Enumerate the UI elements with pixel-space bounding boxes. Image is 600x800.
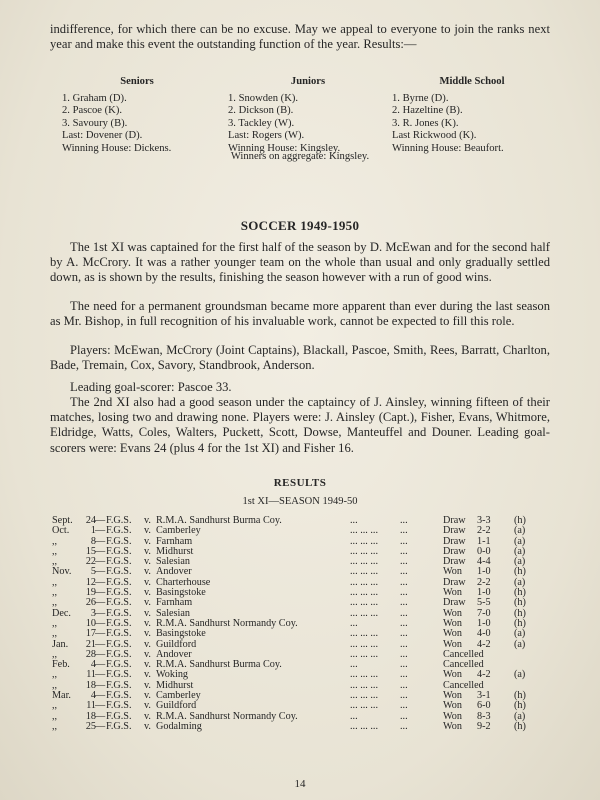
cell-d1: ... ... ... xyxy=(350,628,379,640)
cell-venue: (h) xyxy=(514,515,526,526)
cell-result: Won xyxy=(443,617,462,629)
cell-day: 8 xyxy=(90,535,96,547)
cell-d2: ... xyxy=(400,648,408,660)
cell-month: ,, xyxy=(52,587,58,599)
cell-result: Won xyxy=(443,566,462,578)
cell-score: 7-0 xyxy=(477,607,491,619)
players-paragraph: Players: McEwan, McCrory (Joint Captains), Blackall, Pascoe, Smith, Rees, Barratt, Charlton, Bade, Tremain, Cox, Savory, Standbrook, Anderson. xyxy=(50,343,550,373)
cell-month: ,, xyxy=(52,679,58,691)
cell-venue: (h) xyxy=(514,617,526,629)
dash-separator: — xyxy=(95,576,106,588)
cell-score: 5-5 xyxy=(477,597,491,609)
results-table xyxy=(52,516,552,732)
cell-result: Won xyxy=(443,669,462,681)
cell-score: 6-0 xyxy=(477,700,491,712)
dash-separator: — xyxy=(95,710,106,722)
cell-month: ,, xyxy=(52,628,58,640)
cell-result: Draw xyxy=(443,545,466,557)
cell-d1: ... xyxy=(350,515,358,526)
table-row xyxy=(52,722,552,732)
cell-day: 11 xyxy=(86,669,96,681)
cell-opponent: Basingstoke xyxy=(156,587,206,599)
cell-venue: (a) xyxy=(514,710,526,722)
season-heading: 1st XI—SEASON 1949-50 xyxy=(242,496,358,507)
cell-opponent: Woking xyxy=(156,669,189,681)
versus-label: v. xyxy=(144,628,151,640)
middle-school-line: 3. R. Jones (K). xyxy=(392,117,459,129)
cell-opponent: Midhurst xyxy=(156,679,194,691)
cell-month: ,, xyxy=(52,720,58,732)
cell-result: Draw xyxy=(443,576,466,588)
seniors-line: Winning House: Dickens. xyxy=(62,142,172,154)
cell-day: 21 xyxy=(85,638,96,650)
versus-label: v. xyxy=(144,700,151,712)
cell-d1: ... ... ... xyxy=(350,690,379,702)
juniors-line: 2. Dickson (B). xyxy=(228,105,294,117)
cell-opponent: Midhurst xyxy=(156,545,194,557)
versus-label: v. xyxy=(144,679,151,691)
juniors-line: Winning House: Kingsley. xyxy=(228,142,341,154)
cell-d2: ... xyxy=(400,587,408,599)
results-heading: RESULTS xyxy=(273,477,327,489)
cell-opponent: Camberley xyxy=(156,690,201,702)
versus-label: v. xyxy=(144,710,151,722)
aggregate-winner: Winners on aggregate: Kingsley. xyxy=(230,151,370,162)
cell-day: 4 xyxy=(90,690,96,702)
cell-result: Cancelled xyxy=(443,648,484,660)
cell-d1: ... ... ... xyxy=(350,648,379,660)
cell-d2: ... xyxy=(400,669,408,681)
seniors-line: Last: Dovener (D). xyxy=(62,130,143,142)
cell-month: ,, xyxy=(52,669,58,681)
cell-result: Won xyxy=(443,628,462,640)
cell-d2: ... xyxy=(400,690,408,702)
cell-venue: (a) xyxy=(514,669,526,681)
cell-opponent: Farnham xyxy=(156,535,193,547)
cell-d1: ... ... ... xyxy=(350,525,379,537)
cell-d2: ... xyxy=(400,525,408,537)
cell-day: 18 xyxy=(85,710,96,722)
dash-separator: — xyxy=(95,690,106,702)
cell-d2: ... xyxy=(400,679,408,691)
cell-month: ,, xyxy=(52,535,58,547)
cell-month: Oct. xyxy=(52,525,70,537)
versus-label: v. xyxy=(144,515,151,526)
cell-venue: (h) xyxy=(514,720,526,732)
cell-score: 0-0 xyxy=(477,545,491,557)
cell-d2: ... xyxy=(400,700,408,712)
school-abbrev: F.G.S. xyxy=(106,648,132,660)
dash-separator: — xyxy=(95,659,106,671)
dash-separator: — xyxy=(95,607,106,619)
cell-score: 3-1 xyxy=(477,690,491,702)
cell-d2: ... xyxy=(400,556,408,568)
cell-d1: ... ... ... xyxy=(350,679,379,691)
dash-separator: — xyxy=(95,669,106,681)
cell-result: Won xyxy=(443,720,462,732)
school-abbrev: F.G.S. xyxy=(106,710,132,722)
cell-opponent: R.M.A. Sandhurst Normandy Coy. xyxy=(156,710,298,722)
cell-month: Nov. xyxy=(52,566,72,578)
school-abbrev: F.G.S. xyxy=(106,690,132,702)
cell-d1: ... ... ... xyxy=(350,607,379,619)
cell-day: 17 xyxy=(85,628,96,640)
cell-d2: ... xyxy=(400,545,408,557)
middle-school-column xyxy=(392,76,552,156)
cell-d1: ... ... ... xyxy=(350,669,379,681)
versus-label: v. xyxy=(144,587,151,599)
cell-venue: (h) xyxy=(514,587,526,599)
cell-opponent: Salesian xyxy=(156,607,190,619)
cell-month: Feb. xyxy=(52,659,70,671)
dash-separator: — xyxy=(95,648,106,660)
cell-result: Cancelled xyxy=(443,679,484,691)
school-abbrev: F.G.S. xyxy=(106,556,132,568)
page-number: 14 xyxy=(294,778,306,790)
cell-opponent: R.M.A. Sandhurst Normandy Coy. xyxy=(156,617,298,629)
cell-day: 15 xyxy=(85,545,96,557)
cell-score: 9-2 xyxy=(477,720,491,732)
cell-opponent: R.M.A. Sandhurst Burma Coy. xyxy=(156,659,282,671)
cell-d2: ... xyxy=(400,566,408,578)
cell-month: ,, xyxy=(52,648,58,660)
cell-d1: ... ... ... xyxy=(350,720,379,732)
intro-paragraph: indifference, for which there can be no excuse. May we appeal to everyone to join the ranks next year and make this event the outstanding function of the year. Results:— xyxy=(50,22,550,52)
cell-day: 3 xyxy=(90,607,96,619)
cell-d2: ... xyxy=(400,659,408,671)
school-abbrev: F.G.S. xyxy=(106,720,132,732)
cell-d2: ... xyxy=(400,576,408,588)
school-abbrev: F.G.S. xyxy=(106,545,132,557)
cell-d2: ... xyxy=(400,710,408,722)
cell-d1: ... ... ... xyxy=(350,576,379,588)
cell-result: Won xyxy=(443,587,462,599)
juniors-column xyxy=(228,76,388,156)
cell-d2: ... xyxy=(400,628,408,640)
seniors-column xyxy=(62,76,212,156)
cell-d1: ... ... ... xyxy=(350,700,379,712)
cell-d1: ... ... ... xyxy=(350,556,379,568)
cell-month: ,, xyxy=(52,576,58,588)
cell-result: Won xyxy=(443,607,462,619)
cell-month: ,, xyxy=(52,700,58,712)
cell-opponent: Guildford xyxy=(156,638,197,650)
cell-score: 2-2 xyxy=(477,525,491,537)
cell-venue: (a) xyxy=(514,525,526,537)
cell-d2: ... xyxy=(400,617,408,629)
dash-separator: — xyxy=(95,535,106,547)
cell-score: 1-0 xyxy=(477,617,491,629)
cell-score: 4-4 xyxy=(477,556,491,568)
school-abbrev: F.G.S. xyxy=(106,669,132,681)
cell-month: Dec. xyxy=(52,607,71,619)
versus-label: v. xyxy=(144,690,151,702)
dash-separator: — xyxy=(95,556,106,568)
dash-separator: — xyxy=(95,545,106,557)
middle-school-line: Winning House: Beaufort. xyxy=(392,142,504,154)
cell-score: 1-0 xyxy=(477,566,491,578)
school-abbrev: F.G.S. xyxy=(106,617,132,629)
school-abbrev: F.G.S. xyxy=(106,700,132,712)
juniors-line: 3. Tackley (W). xyxy=(228,117,295,129)
versus-label: v. xyxy=(144,659,151,671)
cell-result: Won xyxy=(443,700,462,712)
dash-separator: — xyxy=(95,525,106,537)
versus-label: v. xyxy=(144,535,151,547)
dash-separator: — xyxy=(95,720,106,732)
school-abbrev: F.G.S. xyxy=(106,628,132,640)
cell-opponent: Farnham xyxy=(156,597,193,609)
cell-day: 26 xyxy=(85,597,96,609)
dash-separator: — xyxy=(95,700,106,712)
dash-separator: — xyxy=(95,628,106,640)
juniors-line: Last: Rogers (W). xyxy=(228,130,305,142)
cell-day: 12 xyxy=(85,576,96,588)
cell-opponent: Guildford xyxy=(156,700,197,712)
dash-separator: — xyxy=(95,597,106,609)
cell-d2: ... xyxy=(400,597,408,609)
cell-day: 25 xyxy=(85,720,96,732)
cell-d1: ... xyxy=(350,617,358,629)
cell-opponent: Camberley xyxy=(156,525,201,537)
versus-label: v. xyxy=(144,720,151,732)
cell-d1: ... ... ... xyxy=(350,597,379,609)
school-abbrev: F.G.S. xyxy=(106,587,132,599)
cell-opponent: Salesian xyxy=(156,556,190,568)
cell-result: Won xyxy=(443,710,462,722)
versus-label: v. xyxy=(144,597,151,609)
cell-result: Won xyxy=(443,638,462,650)
soccer-heading: SOCCER 1949-1950 xyxy=(240,218,360,233)
versus-label: v. xyxy=(144,648,151,660)
cell-month: ,, xyxy=(52,556,58,568)
cell-result: Won xyxy=(443,690,462,702)
dash-separator: — xyxy=(95,566,106,578)
cell-month: ,, xyxy=(52,545,58,557)
cell-month: ,, xyxy=(52,710,58,722)
seniors-line: 3. Savoury (B). xyxy=(62,117,128,129)
cell-day: 1 xyxy=(90,525,96,537)
cell-venue: (h) xyxy=(514,566,526,578)
dash-separator: — xyxy=(95,679,106,691)
cell-d2: ... xyxy=(400,515,408,526)
versus-label: v. xyxy=(144,607,151,619)
soccer-paragraph-1: The 1st XI was captained for the first half of the season by D. McEwan and for the second half by A. McCrory. It was a rather younger team on the whole than usual and only gradually settled down, as is shown by the results, finishing the season however with a run of good wins. xyxy=(50,240,550,285)
cell-day: 11 xyxy=(86,700,96,712)
cell-d1: ... xyxy=(350,710,358,722)
versus-label: v. xyxy=(144,617,151,629)
cell-venue: (a) xyxy=(514,638,526,650)
school-abbrev: F.G.S. xyxy=(106,607,132,619)
cell-score: 1-1 xyxy=(477,535,491,547)
school-abbrev: F.G.S. xyxy=(106,525,132,537)
cell-month: ,, xyxy=(52,597,58,609)
cell-result: Draw xyxy=(443,556,466,568)
school-abbrev: F.G.S. xyxy=(106,679,132,691)
versus-label: v. xyxy=(144,556,151,568)
cell-venue: (h) xyxy=(514,607,526,619)
cell-day: 28 xyxy=(85,648,96,660)
cell-d1: ... ... ... xyxy=(350,535,379,547)
school-abbrev: F.G.S. xyxy=(106,597,132,609)
dash-separator: — xyxy=(95,638,106,650)
seniors-line: 1. Graham (D). xyxy=(62,92,127,104)
cell-d2: ... xyxy=(400,638,408,650)
cell-d1: ... ... ... xyxy=(350,638,379,650)
versus-label: v. xyxy=(144,525,151,537)
cell-score: 4-2 xyxy=(477,669,491,681)
seniors-heading: Seniors xyxy=(120,76,154,87)
cell-venue: (a) xyxy=(514,556,526,568)
cell-d1: ... ... ... xyxy=(350,587,379,599)
leading-scorer: Leading goal-scorer: Pascoe 33. xyxy=(70,380,232,394)
cell-venue: (a) xyxy=(514,576,526,588)
cell-day: 5 xyxy=(90,566,96,578)
cell-day: 22 xyxy=(85,556,96,568)
versus-label: v. xyxy=(144,576,151,588)
cell-score: 8-3 xyxy=(477,710,491,722)
middle-school-heading: Middle School xyxy=(439,76,505,87)
cell-score: 4-2 xyxy=(477,638,491,650)
cell-score: 2-2 xyxy=(477,576,491,588)
school-abbrev: F.G.S. xyxy=(106,515,132,526)
soccer-paragraph-2: The need for a permanent groundsman became more apparent than ever during the last season as Mr. Bishop, in full recognition of his invaluable work, cannot be expected to fill this role. xyxy=(50,299,550,329)
cell-venue: (h) xyxy=(514,597,526,609)
cell-day: 10 xyxy=(85,617,96,629)
cell-venue: (h) xyxy=(514,690,526,702)
cell-result: Draw xyxy=(443,597,466,609)
cell-result: Draw xyxy=(443,535,466,547)
middle-school-line: 2. Hazeltine (B). xyxy=(392,105,463,117)
cell-score: 4-0 xyxy=(477,628,491,640)
cell-day: 18 xyxy=(85,679,96,691)
cell-venue: (a) xyxy=(514,545,526,557)
cell-d2: ... xyxy=(400,607,408,619)
cell-month: ,, xyxy=(52,617,58,629)
cell-day: 24 xyxy=(85,515,96,526)
versus-label: v. xyxy=(144,545,151,557)
cell-day: 4 xyxy=(90,659,96,671)
middle-school-line: Last Rickwood (K). xyxy=(392,130,477,142)
middle-school-line: 1. Byrne (D). xyxy=(392,92,449,104)
cell-score: 3-3 xyxy=(477,515,491,526)
juniors-line: 1. Snowden (K). xyxy=(228,92,299,104)
second-xi-paragraph: The 2nd XI also had a good season under the captaincy of J. Ainsley, winning fifteen of their matches, losing two and drawing none. Players were: J. Ainsley (Capt.), Fisher, Evans, Whitmore, Eldridge, Watts, Coles, Walters, Puckett, Scott, Dowse, Manteuffel and Douner. Leading goal-scorers were: Evans 24 (plus 4 for the 1st XI) and Fisher 16. xyxy=(50,395,550,455)
cell-month: Jan. xyxy=(52,638,69,650)
cell-venue: (a) xyxy=(514,535,526,547)
cell-opponent: Basingstoke xyxy=(156,628,206,640)
school-abbrev: F.G.S. xyxy=(106,638,132,650)
cell-d2: ... xyxy=(400,720,408,732)
cell-result: Cancelled xyxy=(443,659,484,671)
cell-score: 1-0 xyxy=(477,587,491,599)
cell-venue: (h) xyxy=(514,700,526,712)
dash-separator: — xyxy=(95,617,106,629)
cell-opponent: R.M.A. Sandhurst Burma Coy. xyxy=(156,515,282,526)
versus-label: v. xyxy=(144,638,151,650)
cell-day: 19 xyxy=(85,587,96,599)
cell-d1: ... ... ... xyxy=(350,566,379,578)
school-abbrev: F.G.S. xyxy=(106,659,132,671)
versus-label: v. xyxy=(144,566,151,578)
cell-result: Draw xyxy=(443,525,466,537)
cell-d2: ... xyxy=(400,535,408,547)
cell-opponent: Godalming xyxy=(156,720,202,732)
cell-venue: (a) xyxy=(514,628,526,640)
cell-d1: ... ... ... xyxy=(350,545,379,557)
cell-opponent: Charterhouse xyxy=(156,576,211,588)
cell-month: Mar. xyxy=(52,690,71,702)
cell-opponent: Andover xyxy=(156,648,192,660)
dash-separator: — xyxy=(95,515,106,526)
cell-result: Draw xyxy=(443,515,466,526)
house-results xyxy=(62,76,552,156)
school-abbrev: F.G.S. xyxy=(106,535,132,547)
seniors-line: 2. Pascoe (K). xyxy=(62,105,123,117)
school-abbrev: F.G.S. xyxy=(106,576,132,588)
cell-d1: ... xyxy=(350,659,358,671)
versus-label: v. xyxy=(144,669,151,681)
cell-opponent: Andover xyxy=(156,566,192,578)
dash-separator: — xyxy=(95,587,106,599)
juniors-heading: Juniors xyxy=(290,76,326,87)
school-abbrev: F.G.S. xyxy=(106,566,132,578)
cell-month: Sept. xyxy=(52,515,73,526)
